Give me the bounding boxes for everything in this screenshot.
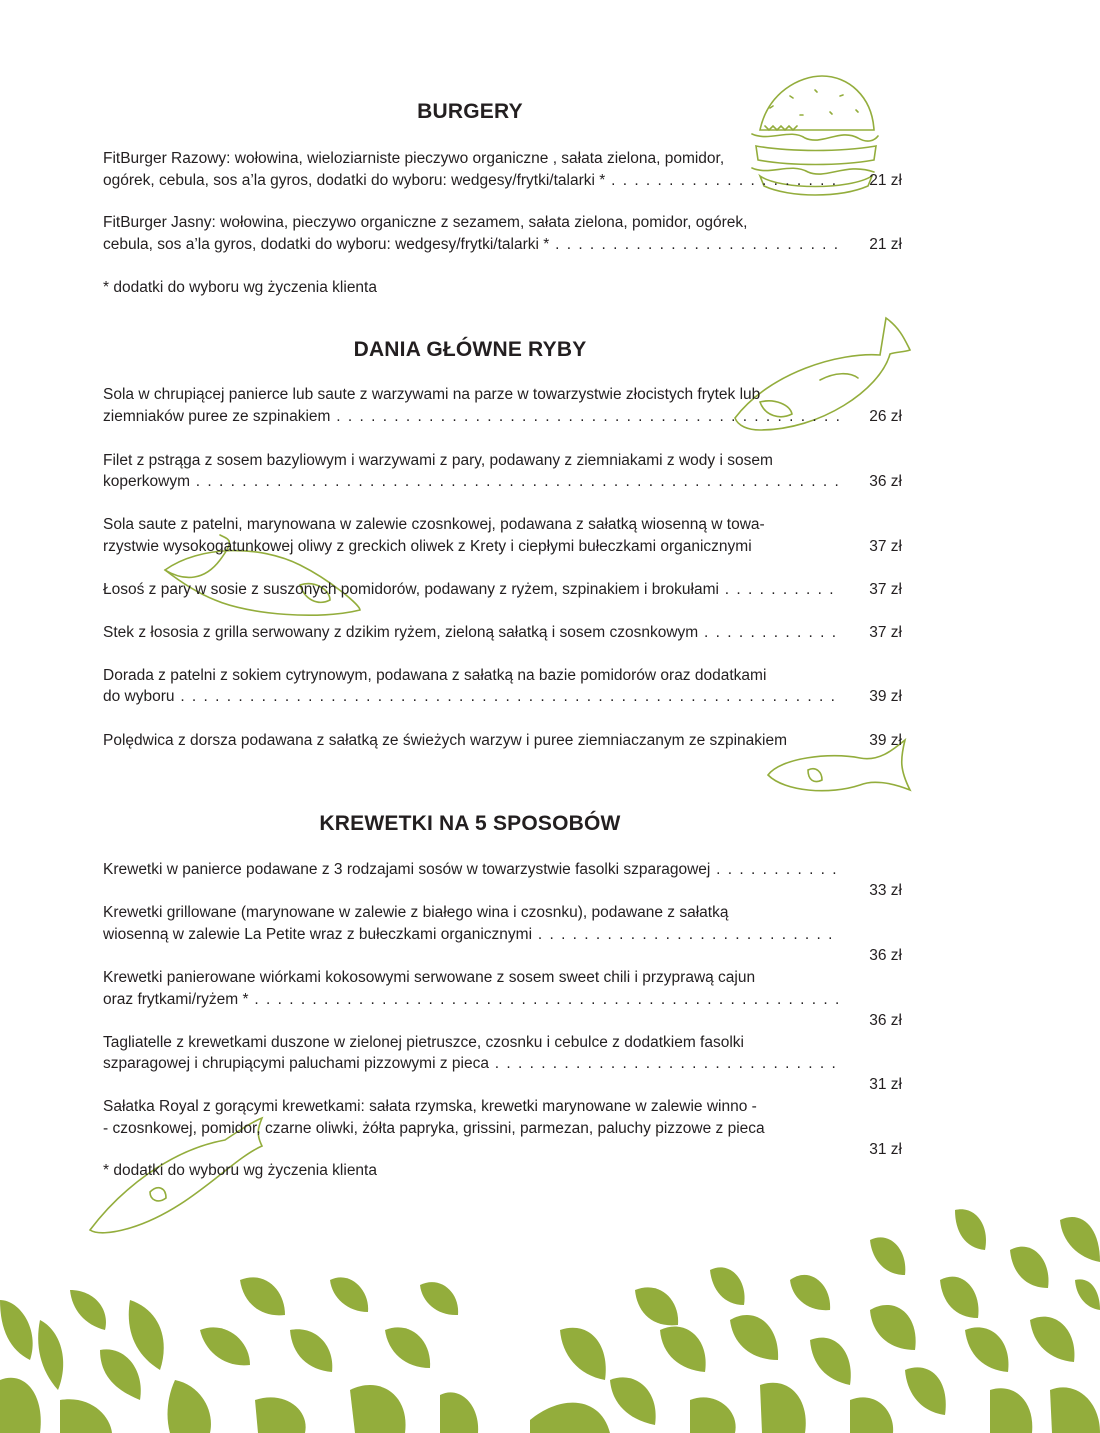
menu-item-price: 39 zł bbox=[869, 732, 902, 749]
menu-item-line: Krewetki grillowane (marynowane w zalewie z białego wina i czosnku), podawane z sałatką bbox=[103, 904, 729, 921]
menu-item-price: 36 zł bbox=[869, 947, 902, 964]
menu-item-price: 21 zł bbox=[869, 172, 902, 189]
menu-item-line: Tagliatelle z krewetkami duszone w zielonej pietruszce, czosnku i cebulce z dodatkiem fasolki bbox=[103, 1034, 744, 1051]
menu-item-line: rzystwie wysokogatunkowej oliwy z greckich oliwek z Krety i ciepłymi bułeczkami organicznymi bbox=[103, 538, 752, 555]
menu-item-line: FitBurger Jasny: wołowina, pieczywo organiczne z sezamem, sałata zielona, pomidor, ogórek, bbox=[103, 214, 748, 231]
menu-item-price: 36 zł bbox=[869, 473, 902, 490]
menu-item-line: Polędwica z dorsza podawana z sałatką ze świeżych warzyw i puree ziemniaczanym ze szpinakiem bbox=[103, 732, 788, 749]
menu-item-line: koperkowym . . . bbox=[103, 472, 840, 492]
menu-item-line: Filet z pstrąga z sosem bazyliowym i warzywami z pary, podawany z ziemniakami z wody i sosem bbox=[103, 452, 773, 469]
menu-item-line: ziemniaków puree ze szpinakiem . . . bbox=[103, 407, 840, 427]
section-title-krewetki: KREWETKI NA 5 SPOSOBÓW bbox=[319, 812, 621, 835]
menu-item-price: 31 zł bbox=[869, 1076, 902, 1093]
menu-item-line: ogórek, cebula, sos a’la gyros, dodatki do wyboru: wedgesy/frytki/talarki * . . . bbox=[103, 171, 840, 191]
menu-item-line: Sola w chrupiącej panierce lub saute z warzywami na parze w towarzystwie złocistych frytek lub bbox=[103, 386, 761, 403]
menu-item-price: 21 zł bbox=[869, 236, 902, 253]
menu-item-line: oraz frytkami/ryżem * . . . bbox=[103, 990, 840, 1010]
menu-item-line: wiosenną w zalewie La Petite wraz z bułeczkami organicznymi . . . bbox=[103, 925, 840, 945]
section-title-ryby: DANIA GŁÓWNE RYBY bbox=[353, 338, 587, 361]
menu-item-line: FitBurger Razowy: wołowina, wieloziarniste pieczywo organiczne , sałata zielona, pomidor, bbox=[103, 150, 725, 167]
menu-item-line: Krewetki w panierce podawane z 3 rodzajami sosów w towarzystwie fasolki szparagowej . . . bbox=[103, 860, 840, 880]
menu-item-line: Łosoś z pary w sosie z suszonych pomidorów, podawany z ryżem, szpinakiem i brokułami . . . bbox=[103, 580, 840, 600]
menu-item-price: 37 zł bbox=[869, 581, 902, 598]
menu-item-line: Stek z łososia z grilla serwowany z dzikim ryżem, zieloną sałatką i sosem czosnkowym . . . bbox=[103, 623, 840, 643]
menu-item-line: Krewetki panierowane wiórkami kokosowymi serwowane z sosem sweet chili i przyprawą cajun bbox=[103, 969, 756, 986]
menu-item-price: 39 zł bbox=[869, 688, 902, 705]
menu-item-line: szparagowej i chrupiącymi paluchami pizzowymi z pieca . . . bbox=[103, 1054, 840, 1074]
footnote: * dodatki do wyboru wg życzenia klienta bbox=[103, 1162, 377, 1179]
menu-item-line: do wyboru . . . bbox=[103, 687, 840, 707]
section-title-burgery: BURGERY bbox=[417, 100, 523, 123]
menu-item-line: Sałatka Royal z gorącymi krewetkami: sałata rzymska, krewetki marynowane w zalewie winno - bbox=[103, 1098, 757, 1115]
menu-item-price: 31 zł bbox=[869, 1141, 902, 1158]
menu-item-price: 26 zł bbox=[869, 408, 902, 425]
footnote: * dodatki do wyboru wg życzenia klienta bbox=[103, 279, 377, 296]
menu-item-line: Sola saute z patelni, marynowana w zalewie czosnkowej, podawana z sałatką wiosenną w towa- bbox=[103, 516, 765, 533]
menu-item-line: cebula, sos a’la gyros, dodatki do wyboru: wedgesy/frytki/talarki * . . . bbox=[103, 235, 840, 255]
menu-item-price: 33 zł bbox=[869, 882, 902, 899]
menu-item-line: - czosnkowej, pomidor, czarne oliwki, żółta papryka, grissini, parmezan, paluchy pizzowe z pieca bbox=[103, 1120, 765, 1137]
menu-item-price: 37 zł bbox=[869, 624, 902, 641]
menu-item-price: 36 zł bbox=[869, 1012, 902, 1029]
menu-item-line: Dorada z patelni z sokiem cytrynowym, podawana z sałatką na bazie pomidorów oraz dodatkami bbox=[103, 667, 767, 684]
leaf-pattern bbox=[0, 1209, 1100, 1433]
menu-item-price: 37 zł bbox=[869, 538, 902, 555]
